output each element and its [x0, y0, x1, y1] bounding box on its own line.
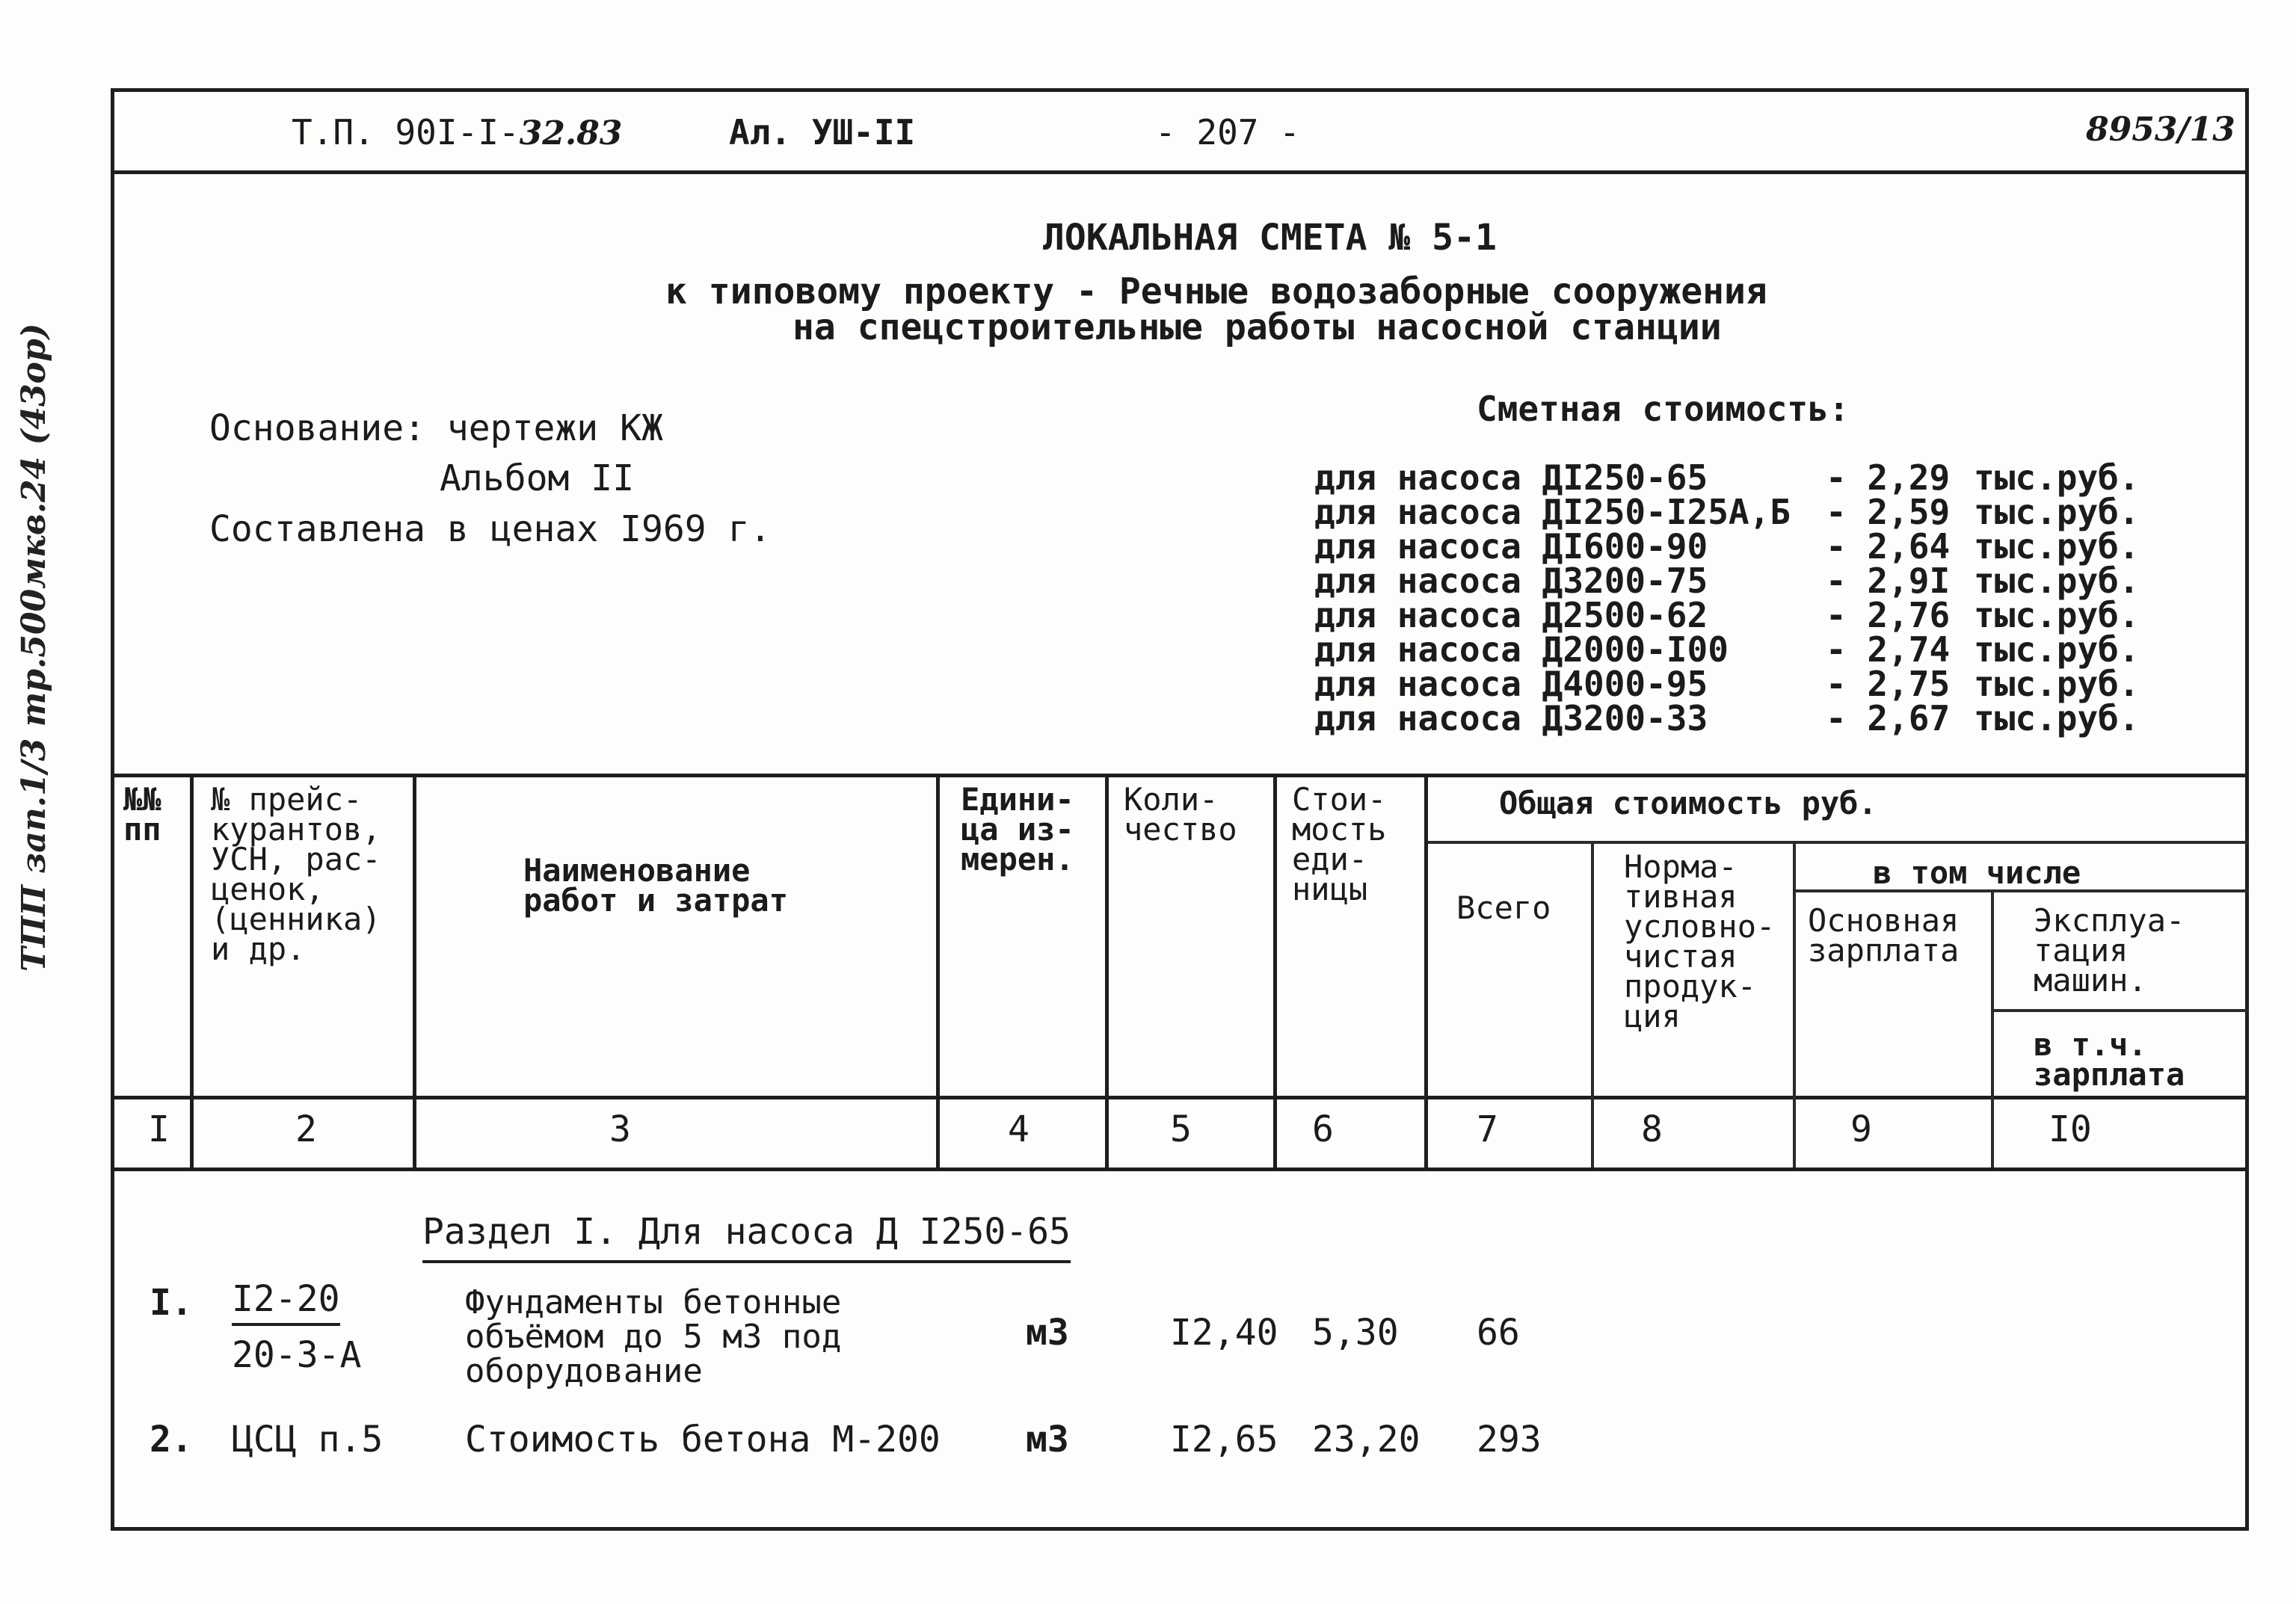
cost-value-7: - 2,75: [1826, 664, 1951, 704]
cost-unit-4: тыс.руб.: [1974, 561, 2140, 601]
column-number-3: 3: [609, 1108, 631, 1150]
table-top-border: [111, 774, 2249, 777]
project-code-printed: Т.П. 90I-I-: [292, 112, 520, 152]
column-number-2: 2: [295, 1108, 317, 1150]
cost-value-6: - 2,74: [1826, 629, 1951, 670]
header-pricelist: № прейс- курантов, УСН, рас- ценок, (ценника) и др.: [211, 781, 381, 967]
row-2-quantity: I2,65: [1170, 1419, 1278, 1460]
cost-unit-5: тыс.руб.: [1974, 595, 2140, 635]
cost-heading: Сметная стоимость:: [1477, 389, 1850, 429]
cost-value-3: - 2,64: [1826, 526, 1951, 567]
col-divider-4: [1105, 774, 1109, 1167]
column-number-6: 6: [1312, 1108, 1334, 1150]
cost-pump-4: для насоса Д3200-75: [1314, 561, 1708, 601]
header-unit: Едини- ца из- мерен.: [961, 781, 1074, 877]
cost-unit-6: тыс.руб.: [1974, 629, 2140, 670]
estimate-title: ЛОКАЛЬНАЯ СМЕТА № 5-1: [1043, 217, 1497, 259]
cost-value-2: - 2,59: [1826, 492, 1951, 532]
cost-pump-3: для насоса ДI600-90: [1314, 526, 1708, 567]
estimate-subtitle-2: на спецстроительные работы насосной станции: [792, 306, 1722, 348]
column-number-8: 8: [1641, 1108, 1663, 1150]
album-label: Ал. УШ-II: [729, 112, 916, 152]
header-total-all: Всего: [1456, 889, 1551, 926]
cost-pump-5: для насоса Д2500-62: [1314, 595, 1708, 635]
column-number-10: I0: [2049, 1108, 2092, 1150]
col-divider-1: [190, 774, 194, 1167]
cost-pump-1: для насоса ДI250-65: [1314, 457, 1708, 498]
header-including: в том числе: [1873, 854, 2081, 891]
cost-unit-8: тыс.руб.: [1974, 698, 2140, 738]
column-number-7: 7: [1477, 1108, 1498, 1150]
basis-prices: Составлена в ценах I969 г.: [209, 508, 772, 550]
cost-unit-2: тыс.руб.: [1974, 492, 2140, 532]
header-unit-cost: Стои- мость еди- ницы: [1292, 781, 1387, 907]
col-divider-3: [936, 774, 940, 1167]
header-machine-salary: в т.ч. зарплата: [2034, 1026, 2185, 1093]
column-number-1: I: [148, 1108, 170, 1150]
header-base-salary: Основная зарплата: [1808, 902, 1960, 969]
row-2-name: Стоимость бетона М-200: [465, 1419, 941, 1460]
header-divider: [111, 170, 2249, 174]
cost-unit-3: тыс.руб.: [1974, 526, 2140, 567]
project-code-handwritten: 32.83: [519, 114, 623, 152]
col-divider-9: [1991, 889, 1994, 1167]
cost-pump-6: для насоса Д2000-I00: [1314, 629, 1729, 670]
col-divider-2: [413, 774, 416, 1167]
col-divider-6: [1424, 774, 1428, 1167]
cost-pump-8: для насоса Д3200-33: [1314, 698, 1708, 738]
row-1-unit-cost: 5,30: [1312, 1312, 1399, 1354]
row-2-unit: м3: [1026, 1419, 1069, 1460]
project-code: [292, 112, 622, 152]
cost-value-8: - 2,67: [1826, 698, 1951, 738]
row-1-unit: м3: [1026, 1312, 1069, 1354]
cost-value-5: - 2,76: [1826, 595, 1951, 635]
header-total-cost: Общая стоимость руб.: [1499, 785, 1877, 821]
col-divider-8: [1793, 841, 1796, 1167]
row-1-code-1: I2-20: [232, 1278, 340, 1326]
margin-archive-note: ТПП зап.1/3 тр.500мкв.24 (43ор): [15, 323, 53, 972]
page-number: - 207 -: [1155, 112, 1300, 152]
document-number: 8953/13: [2086, 111, 2235, 149]
cost-unit-7: тыс.руб.: [1974, 664, 2140, 704]
section-title: Раздел I. Для насоса Д I250-65: [422, 1211, 1071, 1263]
row-1-name: Фундаменты бетонные объёмом до 5 м3 под оборудование: [465, 1283, 842, 1390]
row-1-number: I.: [150, 1282, 193, 1324]
header-quantity: Коли- чество: [1124, 781, 1237, 848]
header-net-production: Норма- тивная условно- чистая продук- ция: [1624, 848, 1776, 1034]
column-number-9: 9: [1850, 1108, 1872, 1150]
cost-value-4: - 2,9I: [1826, 561, 1951, 601]
row-1-code-2: 20-3-А: [232, 1334, 362, 1376]
machine-subdivider: [1991, 1009, 2249, 1012]
row-1-quantity: I2,40: [1170, 1312, 1278, 1354]
colnum-bottom-border: [111, 1167, 2249, 1171]
col-divider-7: [1591, 841, 1594, 1167]
column-number-5: 5: [1170, 1108, 1192, 1150]
basis-drawings: Основание: чертежи КЖ: [209, 407, 663, 449]
row-2-unit-cost: 23,20: [1312, 1419, 1421, 1460]
row-2-code: ЦСЦ п.5: [232, 1419, 384, 1460]
header-bottom-border: [111, 1096, 2249, 1099]
cost-unit-1: тыс.руб.: [1974, 457, 2140, 498]
header-machine-operation: Эксплуа- тация машин.: [2034, 902, 2185, 999]
estimate-subtitle-1: к типовому проекту - Речные водозаборные сооружения: [665, 271, 1767, 312]
header-work-name: Наименование работ и затрат: [523, 852, 789, 919]
total-group-divider: [1424, 841, 2249, 844]
row-1-total: 66: [1477, 1312, 1520, 1354]
cost-value-1: - 2,29: [1826, 457, 1951, 498]
basis-album: Альбом II: [440, 457, 635, 499]
row-2-total: 293: [1477, 1419, 1542, 1460]
column-number-4: 4: [1008, 1108, 1029, 1150]
cost-pump-2: для насоса ДI250-I25А,Б: [1314, 492, 1791, 532]
row-2-number: 2.: [150, 1419, 193, 1460]
cost-pump-7: для насоса Д4000-95: [1314, 664, 1708, 704]
col-divider-5: [1273, 774, 1277, 1167]
header-row-number: №№ пп: [123, 781, 161, 848]
